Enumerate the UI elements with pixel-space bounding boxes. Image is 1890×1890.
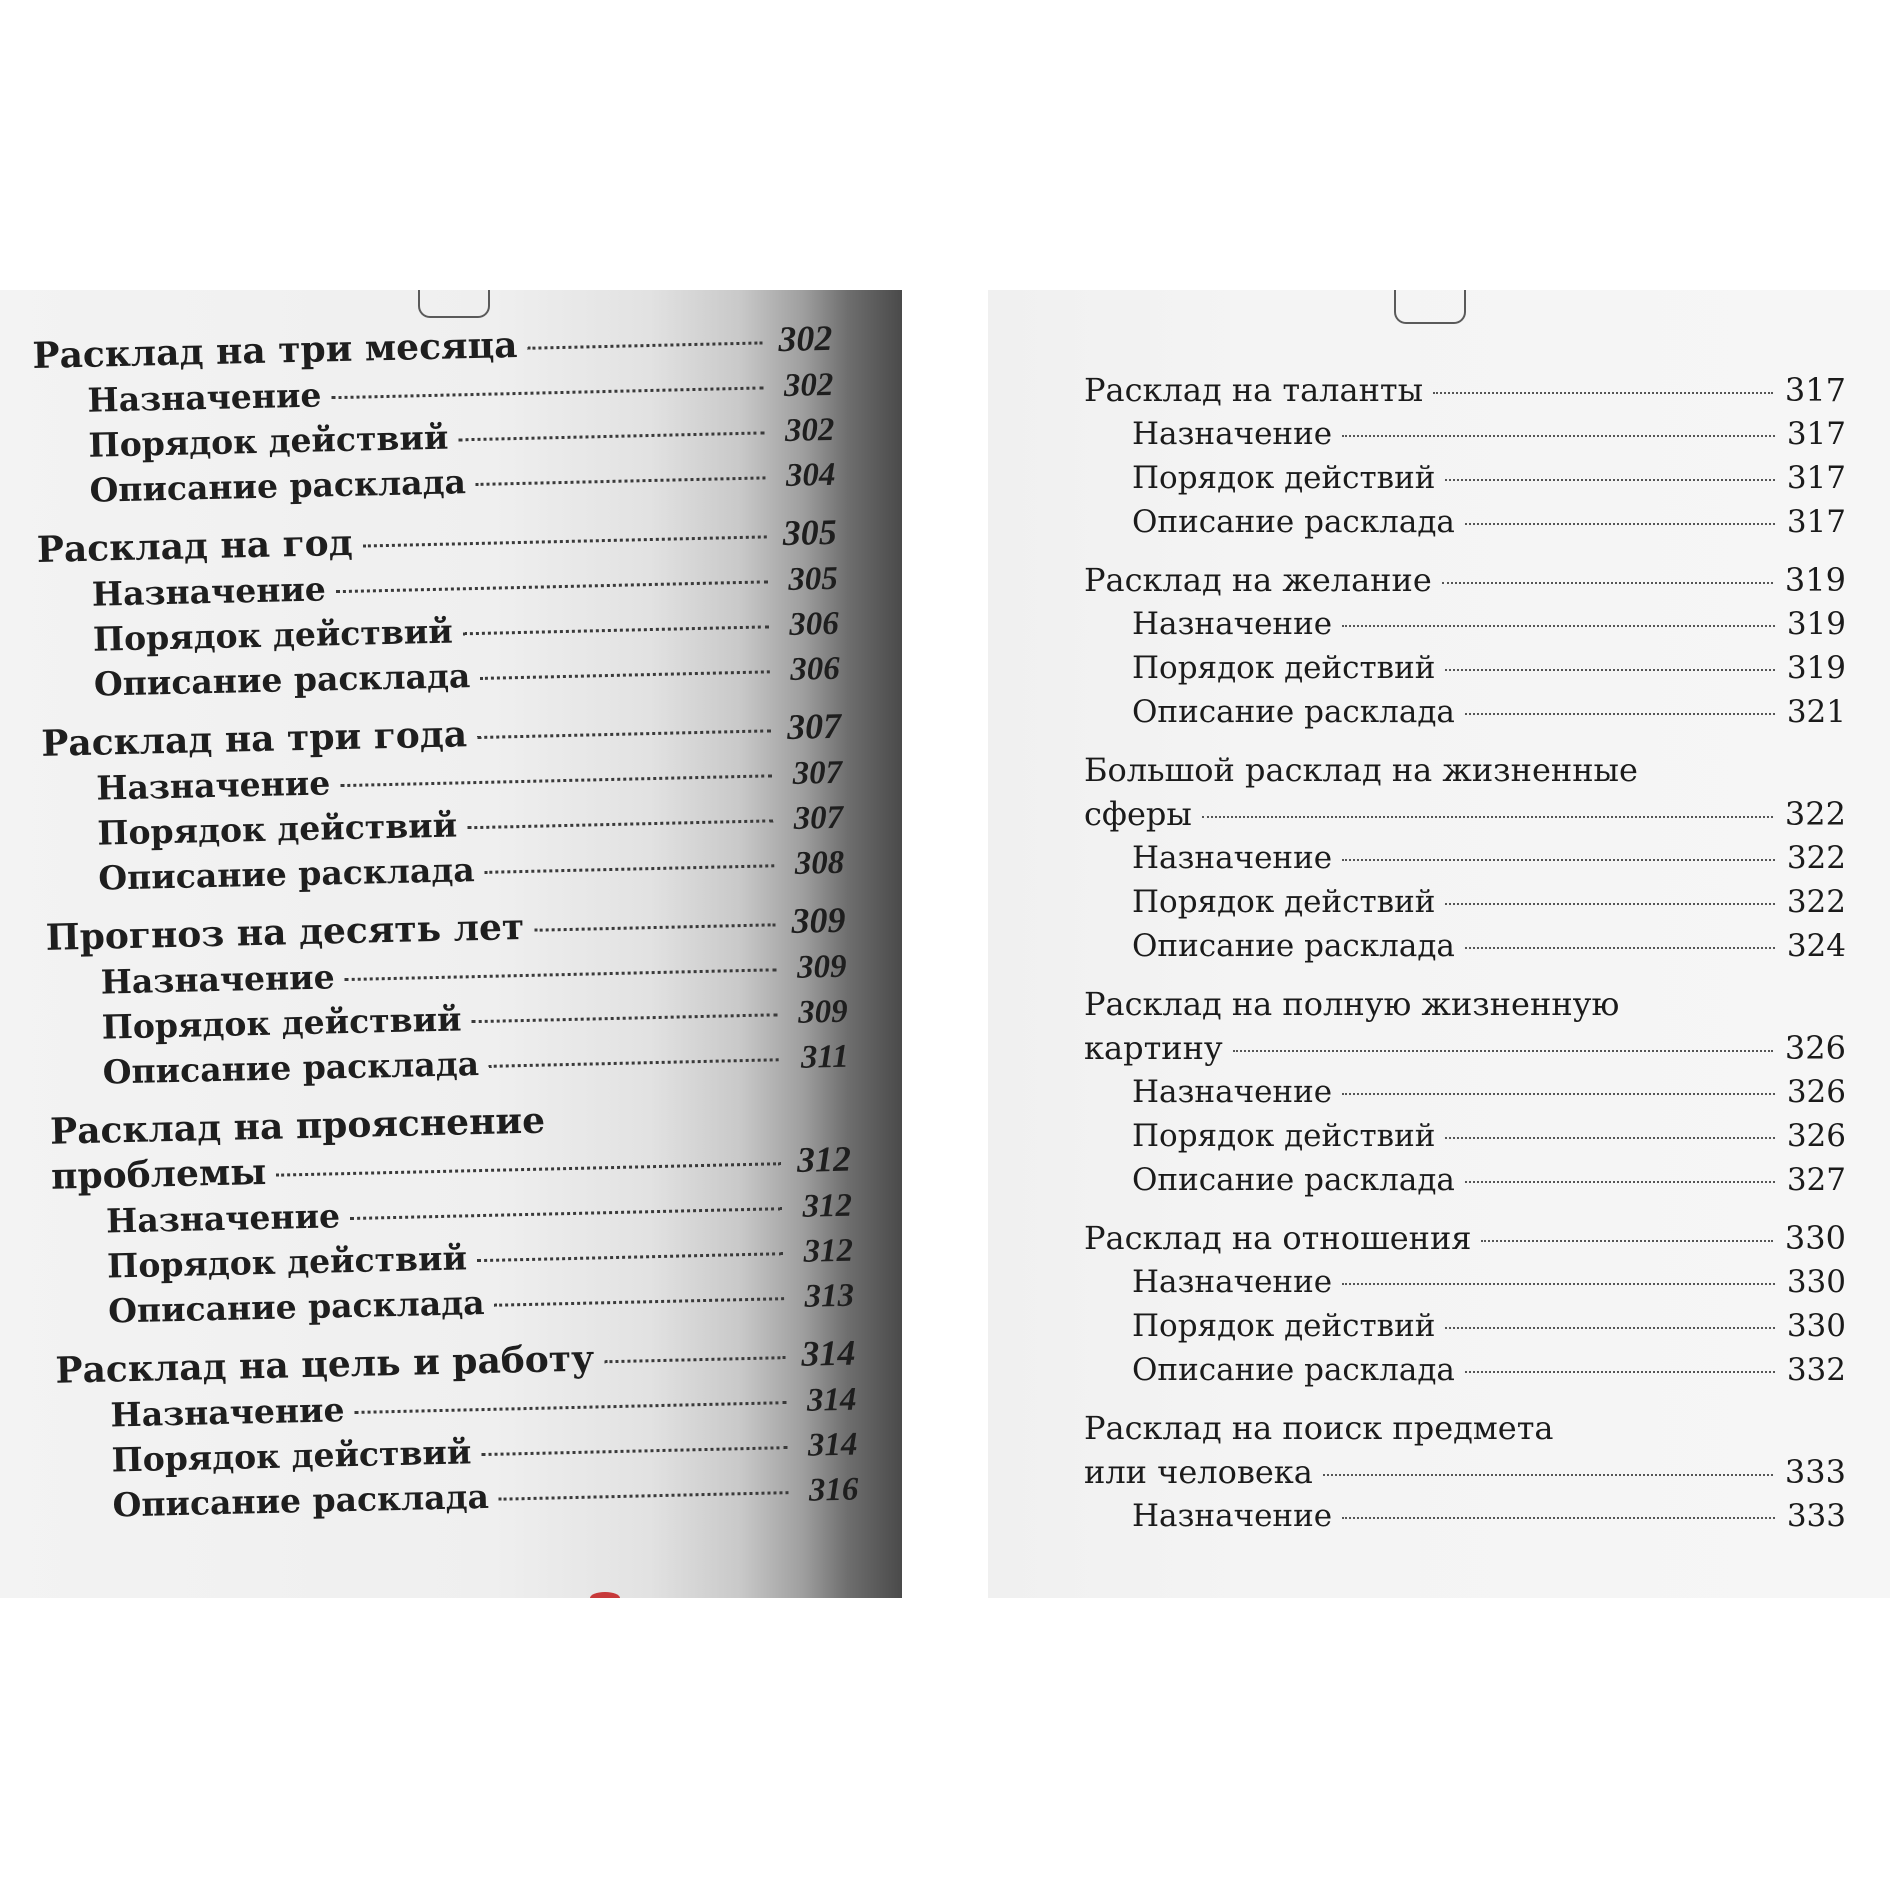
dot-leader [1445, 903, 1774, 905]
page-number: 326 [1784, 1029, 1846, 1067]
toc-subtitle: Назначение [1132, 1074, 1333, 1110]
page-number: 324 [1786, 928, 1846, 964]
page-number: 317 [1786, 416, 1846, 452]
page-number: 314 [807, 1426, 858, 1464]
book-spread [0, 290, 1890, 1598]
toc-title: Расклад на год [36, 521, 354, 571]
page-number: 316 [808, 1471, 859, 1509]
dot-leader [1323, 1474, 1773, 1476]
page-number: 314 [806, 1381, 857, 1419]
toc-subtitle: Назначение [1132, 606, 1333, 642]
toc-subtitle: Порядок действий [1132, 884, 1436, 920]
dot-leader [1342, 1093, 1775, 1095]
page-number: 312 [803, 1232, 854, 1270]
toc-subtitle: Описание расклада [1132, 1352, 1455, 1388]
toc-subtitle: Порядок действий [1132, 650, 1436, 686]
toc-line [1084, 456, 1846, 500]
page-number: 302 [783, 366, 834, 404]
toc-line [1084, 1406, 1846, 1450]
toc-subtitle: Описание расклада [107, 1282, 485, 1331]
page-number: 302 [777, 317, 833, 360]
toc-line [1084, 1114, 1846, 1158]
toc-subtitle: Назначение [91, 569, 327, 614]
dot-leader [485, 864, 775, 874]
toc-subtitle: Порядок действий [96, 805, 458, 853]
dot-leader [1465, 1371, 1775, 1373]
toc-line [1084, 1260, 1846, 1304]
toc-subtitle: Назначение [100, 957, 336, 1002]
page-number: 312 [796, 1138, 852, 1180]
toc-subtitle: Назначение [110, 1390, 345, 1435]
page-number: 332 [1786, 1352, 1846, 1388]
toc-title: Расклад на три года [40, 713, 468, 765]
dot-leader [1342, 859, 1775, 861]
dot-leader [1342, 625, 1775, 627]
page-number: 304 [785, 456, 836, 494]
toc-line [1084, 690, 1846, 734]
dot-leader [528, 341, 763, 349]
table-of-contents-left [32, 316, 859, 1529]
dot-leader [1342, 435, 1775, 437]
page-number: 322 [1786, 884, 1846, 920]
toc-subtitle: Назначение [1132, 840, 1333, 876]
dot-leader [494, 1297, 784, 1307]
toc-subtitle: Порядок действий [111, 1432, 472, 1480]
dot-leader [345, 968, 777, 981]
page-number: 308 [794, 844, 845, 882]
page-header-tab [418, 290, 490, 318]
page-number: 326 [1786, 1118, 1846, 1154]
page-number: 317 [1784, 371, 1846, 409]
left-page [0, 290, 902, 1598]
page-number: 302 [784, 411, 835, 449]
toc-subtitle: Назначение [95, 763, 331, 808]
dot-leader [1433, 392, 1773, 394]
page-number: 306 [788, 605, 840, 643]
toc-title: Расклад на полную жизненную [1084, 985, 1620, 1023]
toc-subtitle: Порядок действий [106, 1238, 468, 1286]
page-number: 307 [793, 799, 844, 837]
dot-leader [481, 1446, 787, 1456]
toc-subtitle: Порядок действий [1132, 460, 1436, 496]
toc-subtitle: Порядок действий [1132, 1118, 1436, 1154]
toc-line [1084, 880, 1846, 924]
toc-line [1084, 836, 1846, 880]
toc-subtitle: Порядок действий [88, 417, 449, 465]
dot-leader [1465, 713, 1775, 715]
page-number: 319 [1786, 650, 1846, 686]
toc-line [1084, 1158, 1846, 1202]
toc-subtitle: Назначение [87, 375, 322, 420]
toc-line [1084, 1304, 1846, 1348]
page-number: 314 [800, 1332, 856, 1374]
toc-subtitle: Описание расклада [112, 1476, 490, 1525]
dot-leader [350, 1207, 782, 1220]
dot-leader [1202, 816, 1773, 818]
toc-subtitle: Описание расклада [102, 1044, 480, 1092]
toc-subtitle: Описание расклада [89, 462, 467, 510]
page-number: 333 [1784, 1453, 1846, 1491]
table-of-contents-right [1084, 368, 1846, 1538]
page-number: 305 [782, 511, 838, 554]
dot-leader [1233, 1050, 1773, 1052]
toc-subtitle: Описание расклада [93, 656, 471, 704]
dot-leader [354, 1401, 786, 1414]
dot-leader [340, 774, 772, 787]
dot-leader [1481, 1240, 1772, 1242]
dot-leader [458, 431, 764, 441]
page-number: 309 [797, 993, 848, 1031]
toc-line [1084, 1450, 1846, 1494]
toc-line [1084, 1348, 1846, 1392]
dot-leader [477, 1252, 783, 1262]
toc-title: Расклад на таланты [1084, 371, 1424, 409]
toc-title: Расклад на прояснение [49, 1099, 546, 1153]
dot-leader [1465, 523, 1775, 525]
page-number: 327 [1786, 1162, 1846, 1198]
page-number: 321 [1786, 694, 1846, 730]
dot-leader [472, 1013, 778, 1023]
page-number: 312 [802, 1187, 853, 1225]
dot-leader [1465, 1181, 1775, 1183]
toc-subtitle: Назначение [1132, 1498, 1333, 1534]
dot-leader [1445, 1137, 1774, 1139]
dot-leader [336, 580, 768, 593]
page-number: 330 [1784, 1219, 1846, 1257]
dot-leader [480, 670, 770, 680]
page-number: 317 [1786, 460, 1846, 496]
page-number: 311 [800, 1038, 850, 1076]
toc-line [1084, 748, 1846, 792]
toc-title: или человека [1084, 1453, 1313, 1491]
dot-leader [489, 1058, 779, 1068]
toc-title: Расклад на три месяца [32, 323, 518, 377]
dot-leader [534, 923, 775, 931]
page-number: 330 [1786, 1308, 1846, 1344]
toc-title: Расклад на цель и работу [55, 1337, 595, 1392]
toc-title: Расклад на желание [1084, 561, 1432, 599]
page-number: 313 [804, 1277, 855, 1315]
toc-subtitle: Порядок действий [92, 611, 454, 659]
page-number: 317 [1786, 504, 1846, 540]
toc-title: Большой расклад на жизненные [1084, 751, 1638, 789]
page-number: 322 [1784, 795, 1846, 833]
dot-leader [476, 476, 766, 486]
page-header-tab [1394, 290, 1466, 324]
dot-leader [1342, 1283, 1775, 1285]
page-number: 326 [1786, 1074, 1846, 1110]
toc-line [1084, 792, 1846, 836]
toc-subtitle: Порядок действий [1132, 1308, 1436, 1344]
toc-line [1084, 558, 1846, 602]
toc-line [1084, 646, 1846, 690]
page-number: 305 [787, 560, 839, 598]
page-number: 319 [1784, 561, 1846, 599]
toc-line [1084, 500, 1846, 544]
toc-title: проблемы [50, 1150, 267, 1198]
ribbon-mark [590, 1592, 620, 1598]
toc-line [1084, 602, 1846, 646]
toc-title: Расклад на отношения [1084, 1219, 1472, 1257]
toc-line [1084, 982, 1846, 1026]
page-number: 330 [1786, 1264, 1846, 1300]
toc-line [1084, 1070, 1846, 1114]
page-number: 333 [1786, 1498, 1846, 1534]
toc-subtitle: Порядок действий [101, 999, 462, 1047]
toc-subtitle: Описание расклада [97, 850, 476, 898]
toc-subsections [33, 361, 836, 514]
toc-title: картину [1084, 1029, 1223, 1067]
page-number: 307 [786, 705, 842, 747]
dot-leader [1465, 947, 1775, 949]
toc-title: Прогноз на десять лет [45, 905, 525, 959]
toc-line [1084, 1216, 1846, 1260]
dot-leader [1445, 1327, 1774, 1329]
page-number: 319 [1786, 606, 1846, 642]
toc-line [1084, 1026, 1846, 1070]
dot-leader [467, 819, 773, 829]
dot-leader [276, 1162, 781, 1176]
toc-subtitle: Описание расклада [1132, 504, 1455, 540]
toc-line [1084, 368, 1846, 412]
dot-leader [331, 386, 763, 399]
dot-leader [1445, 479, 1774, 481]
toc-subtitle: Описание расклада [1132, 694, 1455, 730]
dot-leader [604, 1356, 785, 1363]
toc-title: Расклад на поиск предмета [1084, 1409, 1554, 1447]
toc-subtitle: Описание расклада [1132, 928, 1455, 964]
toc-subtitle: Назначение [1132, 416, 1333, 452]
dot-leader [363, 535, 767, 547]
page-number: 309 [796, 948, 847, 986]
toc-line [1084, 924, 1846, 968]
page-number: 307 [792, 754, 843, 792]
dot-leader [1445, 669, 1774, 671]
right-page [988, 290, 1890, 1598]
dot-leader [1342, 1517, 1775, 1519]
page-number: 309 [791, 899, 846, 941]
toc-title: сферы [1084, 795, 1192, 833]
toc-subtitle: Назначение [105, 1196, 341, 1241]
page-number: 306 [789, 650, 841, 688]
toc-subtitle: Назначение [1132, 1264, 1333, 1300]
dot-leader [499, 1491, 789, 1501]
dot-leader [1442, 582, 1773, 584]
toc-line [1084, 412, 1846, 456]
dot-leader [463, 625, 769, 635]
toc-line [1084, 1494, 1846, 1538]
page-number: 322 [1786, 840, 1846, 876]
toc-subtitle: Описание расклада [1132, 1162, 1455, 1198]
dot-leader [477, 729, 771, 739]
